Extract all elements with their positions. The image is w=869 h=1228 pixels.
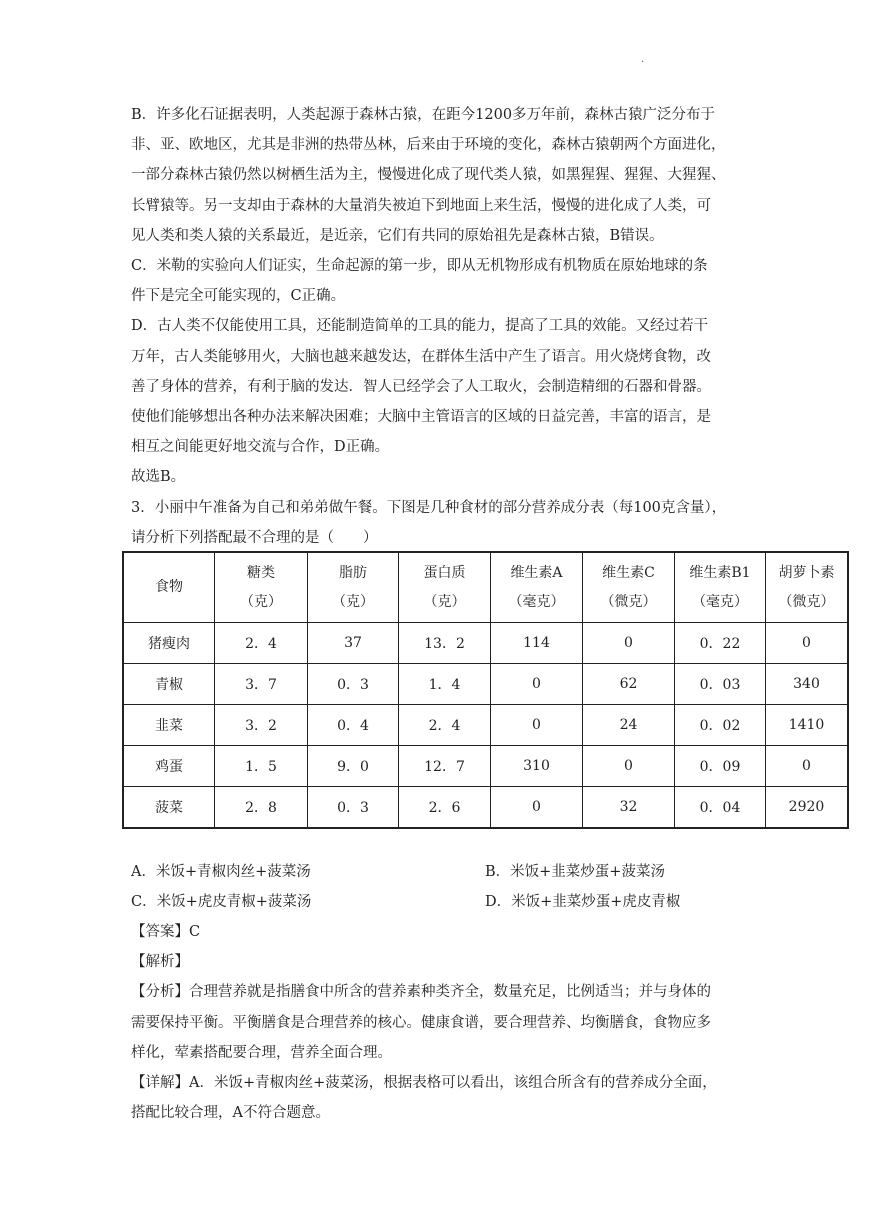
text-line: D．古人类不仅能使用工具，还能制造简单的工具的能力，提高了工具的效能。又经过若干 [131,318,709,335]
table-cell: 37 [308,623,399,664]
table-cell: 2．4 [215,623,308,664]
table-cell: 0 [766,746,849,787]
table-cell: 0．04 [675,787,766,829]
table-cell: 青椒 [123,664,215,705]
text-line: 需要保持平衡。平衡膳食是合理营养的核心。健康食谱，要合理营养、均衡膳食，食物应多 [131,1014,711,1031]
text-line: 【分析】合理营养就是指膳食中所含的营养素种类齐全，数量充足，比例适当；并与身体的 [131,984,711,1001]
table-cell: 韭菜 [123,705,215,746]
table-cell: 1410 [766,705,849,746]
table-row [123,664,848,705]
table-cell: 0 [491,705,583,746]
table-cell: 0．4 [308,705,399,746]
option-b: B．米饭+韭菜炒蛋+菠菜汤 [485,864,665,880]
table-cell: 0．03 [675,664,766,705]
text-line: 【详解】A．米饭+青椒肉丝+菠菜汤，根据表格可以看出，该组合所含有的营养成分全面， [131,1075,717,1092]
table-cell: 猪瘦肉 [123,623,215,664]
table-cell: 62 [583,664,675,705]
table-cell: 2．4 [399,705,491,746]
question-stem: 3．小丽中午准备为自己和弟弟做午餐。下图是几种食材的部分营养成分表（每100克含量）， [131,499,727,516]
header-cell: 维生素A （毫克） [491,552,583,623]
table-row [123,623,848,664]
table-cell: 12．7 [399,746,491,787]
header-cell: 糖类 （克） [215,552,308,623]
table-cell: 0．09 [675,746,766,787]
table-cell: 菠菜 [123,787,215,829]
table-row [123,746,848,787]
table-cell: 3．2 [215,705,308,746]
text-line: 件下是完全可能实现的，C正确。 [131,288,346,305]
option-c: C．米饭+虎皮青椒+菠菜汤 [131,894,312,910]
header-cell: 食物 [123,552,215,623]
table-cell: 32 [583,787,675,829]
header-cell: 脂肪 （克） [308,552,399,623]
table-cell: 0 [583,623,675,664]
header-cell: 维生素C （微克） [583,552,675,623]
table-cell: 鸡蛋 [123,746,215,787]
table-cell: 2．6 [399,787,491,829]
table-cell: 24 [583,705,675,746]
table-cell: 9．0 [308,746,399,787]
table-cell: 114 [491,623,583,664]
table-cell: 0 [766,623,849,664]
answer-analysis [131,917,751,1128]
table-cell: 310 [491,746,583,787]
text-line: 故选B。 [131,469,186,486]
text-line: 样化，荤素搭配要合理，营养全面合理。 [131,1044,392,1061]
answer-label: 【答案】C [131,924,201,940]
table-cell: 2．8 [215,787,308,829]
table-row [123,787,848,829]
table-cell: 13．2 [399,623,491,664]
option-d: D．米饭+韭菜炒蛋+虎皮青椒 [485,894,681,910]
table-cell: 340 [766,664,849,705]
text-line: 使他们能够想出各种办法来解决困难；大脑中主管语言的区域的日益完善，丰富的语言，是 [131,409,711,426]
text-line: 善了身体的营养，有利于脑的发达．智人已经学会了人工取火，会制造精细的石器和骨器。 [131,378,711,395]
text-line: 相互之间能更好地交流与合作，D正确。 [131,439,390,456]
table-cell: 2920 [766,787,849,829]
table-cell: 1．5 [215,746,308,787]
table-cell: 0．02 [675,705,766,746]
table-cell: 0 [583,746,675,787]
header-cell: 蛋白质 （克） [399,552,491,623]
table-cell: 0．3 [308,664,399,705]
analysis-heading: 【解析】 [131,954,189,971]
option-a: A．米饭+青椒肉丝+菠菜汤 [131,864,311,880]
table-row [123,705,848,746]
question-stem: 请分析下列搭配最不合理的是（ ） [131,529,378,546]
text-line: C．米勒的实验向人们证实，生命起源的第一步，即从无机物形成有机物质在原始地球的条 [131,258,708,275]
table-cell: 0．22 [675,623,766,664]
text-line: 一部分森林古猿仍然以树栖生活为主，慢慢进化成了现代类人猿，如黑猩猩、猩猩、大猩猩、 [131,167,726,184]
text-line: 万年，古人类能够用火，大脑也越来越发达，在群体生活中产生了语言。用火烧烤食物，改 [131,348,711,365]
text-line: B．许多化石证据表明，人类起源于森林古猿，在距今1200多万年前，森林古猿广泛分布于 [131,107,716,123]
table-cell: 0．3 [308,787,399,829]
table-cell: 3．7 [215,664,308,705]
table-header-row [123,552,848,623]
page-mark: . [641,54,645,65]
text-line: 非、亚、欧地区，尤其是非洲的热带丛林，后来由于环境的变化，森林古猿朝两个方面进化， [131,137,726,154]
text-line: 长臂猿等。另一支却由于森林的大量消失被迫下到地面上来生活，慢慢的进化成了人类，可 [131,197,711,214]
table-cell: 0 [491,787,583,829]
table-cell: 1．4 [399,664,491,705]
table-cell: 0 [491,664,583,705]
text-line: 搭配比较合理，A不符合题意。 [131,1105,330,1122]
text-line: 见人类和类人猿的关系最近，是近亲，它们有共同的原始祖先是森林古猿，B错误。 [131,227,664,244]
nutrition-table [122,551,849,829]
header-cell: 维生素B1 （毫克） [675,552,766,623]
header-cell: 胡萝卜素 （微克） [766,552,849,623]
explanation-part1 [131,100,751,553]
